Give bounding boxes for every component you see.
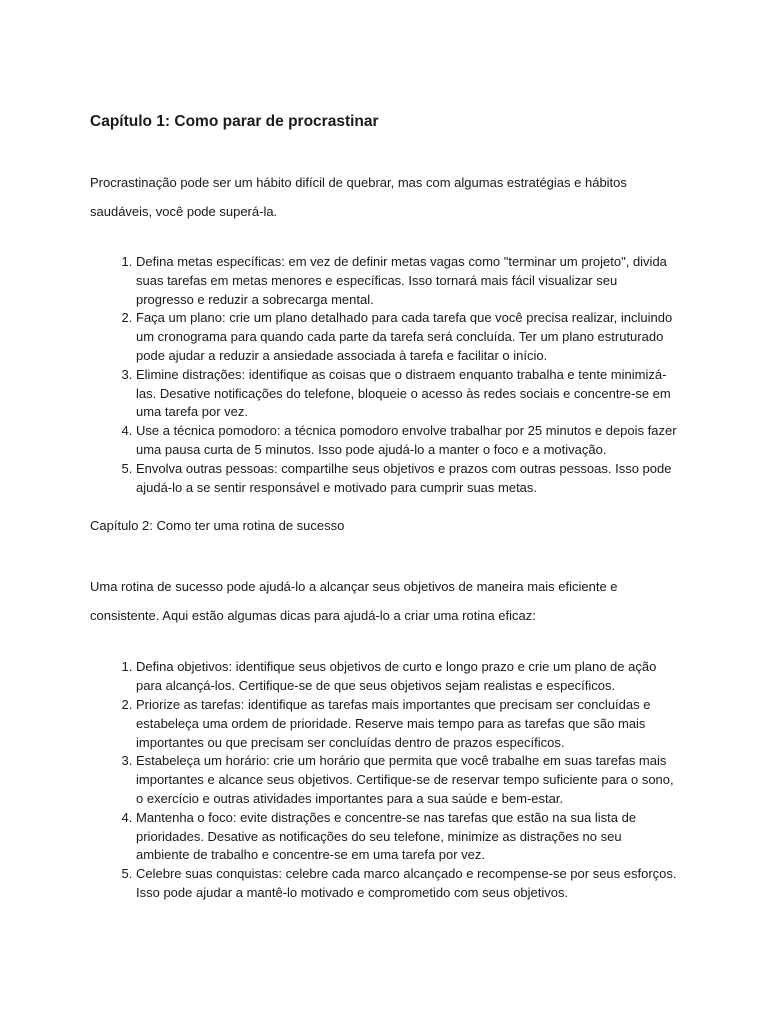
list-item: 4. Mantenha o foco: evite distrações e concentre-se nas tarefas que estão na sua lista de prioridades. Desative as notificações do seu telefone, minimize as distrações no seu ambiente de trabalho e concentre-se em uma tarefa por vez. bbox=[136, 809, 678, 865]
list-item: 1. Defina objetivos: identifique seus objetivos de curto e longo prazo e crie um plano de ação para alcançá-los. Certifique-se de que seus objetivos sejam realistas e específicos. bbox=[136, 658, 678, 696]
list-item: 2. Priorize as tarefas: identifique as tarefas mais importantes que precisam ser concluídas e estabeleça uma ordem de prioridade. Reserve mais tempo para as tarefas que são mais importantes ou que precisam ser concluídas dentro de prazos específicos. bbox=[136, 696, 678, 752]
chapter-2-title: Capítulo 2: Como ter uma rotina de sucesso bbox=[90, 518, 345, 534]
list-item: 4. Use a técnica pomodoro: a técnica pomodoro envolve trabalhar por 25 minutos e depois fazer uma pausa curta de 5 minutos. Isso pode ajudá-lo a manter o foco e a motivação. bbox=[136, 422, 678, 460]
list-item: 5. Envolva outras pessoas: compartilhe seus objetivos e prazos com outras pessoas. Isso pode ajudá-lo a se sentir responsável e motivado para cumprir suas metas. bbox=[136, 460, 678, 498]
chapter-2-intro: Uma rotina de sucesso pode ajudá-lo a alcançar seus objetivos de maneira mais eficiente e consistente. Aqui estão algumas dicas para ajudá-lo a criar uma rotina eficaz: bbox=[90, 579, 618, 624]
list-item: 3. Elimine distrações: identifique as coisas que o distraem enquanto trabalha e tente minimizá-las. Desative notificações do telefone, bloqueie o acesso às redes sociais e concentre-se em uma tarefa por vez. bbox=[136, 366, 678, 422]
list-item: 1. Defina metas específicas: em vez de definir metas vagas como "terminar um projeto", divida suas tarefas em metas menores e específicas. Isso tornará mais fácil visualizar seu progresso e reduzir a sobrecarga mental. bbox=[136, 253, 678, 309]
chapter-1-intro: Procrastinação pode ser um hábito difícil de quebrar, mas com algumas estratégias e hábitos saudáveis, você pode superá-la. bbox=[90, 175, 627, 219]
list-item: 5. Celebre suas conquistas: celebre cada marco alcançado e recompense-se por seus esforços. Isso pode ajudar a mantê-lo motivado e comprometido com seus objetivos. bbox=[136, 865, 678, 903]
list-item: 3. Estabeleça um horário: crie um horário que permita que você trabalhe em suas tarefas mais importantes e alcance seus objetivos. Certifique-se de reservar tempo suficiente para o sono, o exercício e outras atividades importantes para a sua saúde e bem-estar. bbox=[136, 752, 678, 808]
chapter-2-list bbox=[90, 658, 678, 902]
chapter-1-list bbox=[90, 253, 678, 497]
chapter-1-title: Capítulo 1: Como parar de procrastinar bbox=[90, 113, 379, 130]
list-item: 2. Faça um plano: crie um plano detalhado para cada tarefa que você precisa realizar, incluindo um cronograma para quando cada parte da tarefa será concluída. Ter um plano estruturado pode ajudar a reduzir a ansiedade associada à tarefa e facilitar o início. bbox=[136, 309, 678, 365]
